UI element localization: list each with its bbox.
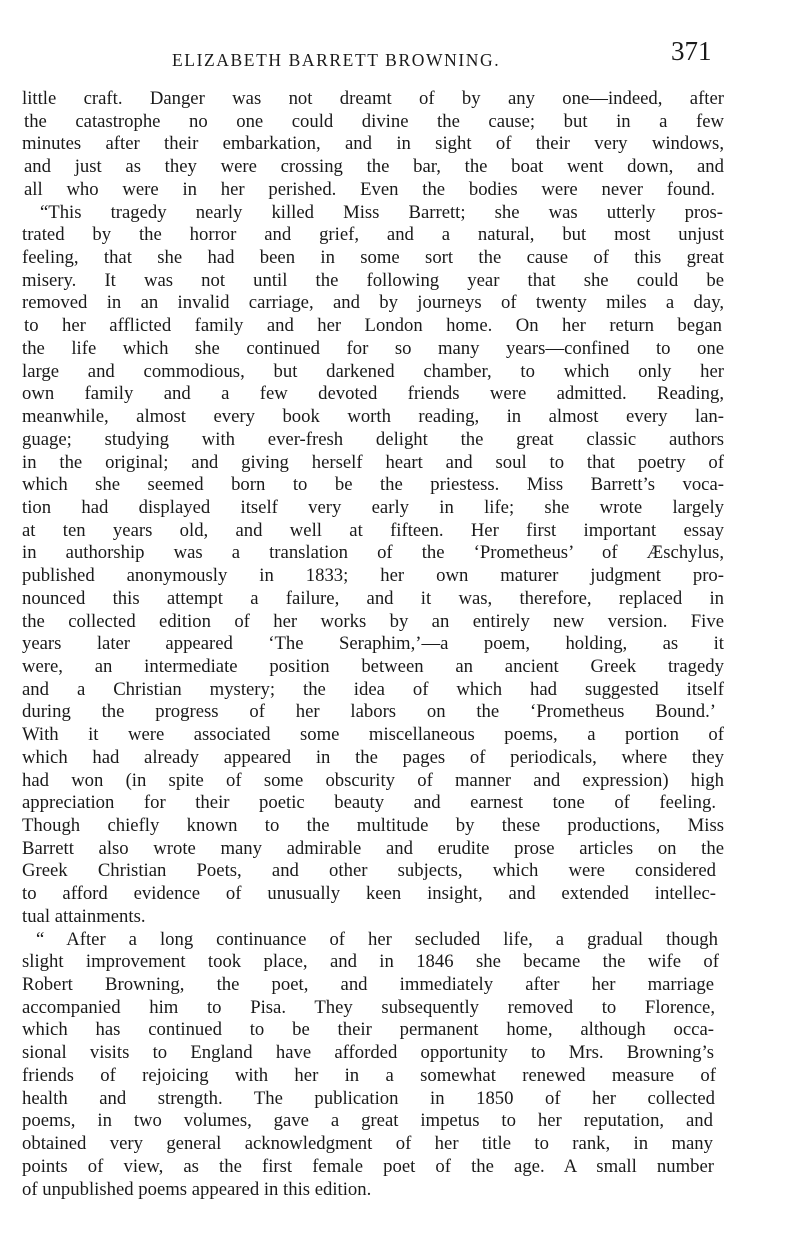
text-line: points of view, as the first female poet of the age. A small number — [22, 1155, 714, 1177]
text-line: “ After a long continuance of her secluded life, a gradual though — [36, 928, 718, 950]
text-line: poems, in two volumes, gave a great impetus to her reputation, and — [22, 1110, 713, 1132]
text-line: had won (in spite of some obscurity of manner and expression) high — [22, 769, 724, 791]
text-line: which had already appeared in the pages of periodicals, where they — [22, 746, 724, 768]
text-line: “This tragedy nearly killed Miss Barrett; she was utterly pros- — [40, 201, 723, 223]
text-line: health and strength. The publication in 1850 of her collected — [22, 1087, 715, 1109]
text-line: obtained very general acknowledgment of her title to rank, in many — [22, 1133, 713, 1155]
text-line: to afford evidence of unusually keen insight, and extended intellec- — [22, 883, 716, 905]
running-title: ELIZABETH BARRETT BROWNING. — [172, 50, 501, 70]
text-line: the collected edition of her works by an entirely new version. Five — [22, 610, 724, 632]
text-line: years later appeared ‘The Seraphim,’—a poem, holding, as it — [22, 633, 724, 655]
text-line: were, an intermediate position between an ancient Greek tragedy — [22, 655, 724, 677]
text-line: Barrett also wrote many admirable and erudite prose articles on the — [22, 837, 724, 859]
text-line: Greek Christian Poets, and other subjects, which were considered — [22, 860, 716, 882]
text-line: in authorship was a translation of the ‘Prometheus’ of Æschylus, — [22, 542, 724, 564]
text-line: all who were in her perished. Even the bodies were never found. — [24, 178, 715, 200]
text-line: minutes after their embarkation, and in sight of their very windows, — [22, 133, 724, 155]
text-line: tion had displayed itself very early in life; she wrote largely — [22, 496, 724, 518]
text-line: friends of rejoicing with her in a somewhat renewed measure of — [22, 1064, 716, 1086]
text-line: which she seemed born to be the priestess. Miss Barrett’s voca- — [22, 474, 724, 496]
text-line: own family and a few devoted friends were admitted. Reading, — [22, 383, 724, 405]
text-line: to her afflicted family and her London home. On her return began — [24, 315, 722, 337]
text-line: and just as they were crossing the bar, the boat went down, and — [24, 156, 724, 178]
text-line: Robert Browning, the poet, and immediately after her marriage — [22, 974, 714, 996]
text-line: appreciation for their poetic beauty and earnest tone of feeling. — [22, 792, 716, 814]
text-line: meanwhile, almost every book worth reading, in almost every lan- — [22, 406, 724, 428]
text-line: little craft. Danger was not dreamt of by any one—indeed, after — [22, 88, 724, 109]
body-text — [22, 88, 724, 1201]
text-line: misery. It was not until the following year that she could be — [22, 269, 724, 291]
text-line: With it were associated some miscellaneous poems, a portion of — [22, 724, 724, 746]
text-line: in the original; and giving herself heart and soul to that poetry of — [22, 451, 724, 473]
text-line: the catastrophe no one could divine the cause; but in a few — [24, 110, 724, 132]
page-number: 371 — [671, 36, 712, 66]
text-line: feeling, that she had been in some sort the cause of this great — [22, 247, 724, 269]
text-line: guage; studying with ever-fresh delight the great classic authors — [22, 428, 724, 450]
text-line: the life which she continued for so many years—confined to one — [22, 337, 724, 359]
text-line: sional visits to England have afforded opportunity to Mrs. Browning’s — [22, 1042, 714, 1064]
text-line: of unpublished poems appeared in this edition. — [22, 1178, 372, 1200]
running-header — [0, 36, 793, 76]
text-line: accompanied him to Pisa. They subsequently removed to Florence, — [22, 996, 715, 1018]
text-line: removed in an invalid carriage, and by journeys of twenty miles a day, — [22, 292, 724, 314]
text-line: which has continued to be their permanent home, although occa- — [22, 1019, 714, 1041]
text-line: and a Christian mystery; the idea of which had suggested itself — [22, 678, 724, 700]
text-line: published anonymously in 1833; her own maturer judgment pro- — [22, 565, 724, 587]
text-line: trated by the horror and grief, and a natural, but most unjust — [22, 224, 724, 246]
text-line: at ten years old, and well at fifteen. Her first important essay — [22, 519, 724, 541]
text-line: tual attainments. — [22, 905, 146, 927]
text-line: during the progress of her labors on the ‘Prometheus Bound.’ — [22, 701, 716, 723]
text-line: nounced this attempt a failure, and it was, therefore, replaced in — [22, 587, 724, 609]
text-line: Though chiefly known to the multitude by these productions, Miss — [22, 815, 724, 836]
text-line: slight improvement took place, and in 1846 she became the wife of — [22, 951, 719, 973]
text-line: large and commodious, but darkened chamber, to which only her — [22, 360, 724, 382]
